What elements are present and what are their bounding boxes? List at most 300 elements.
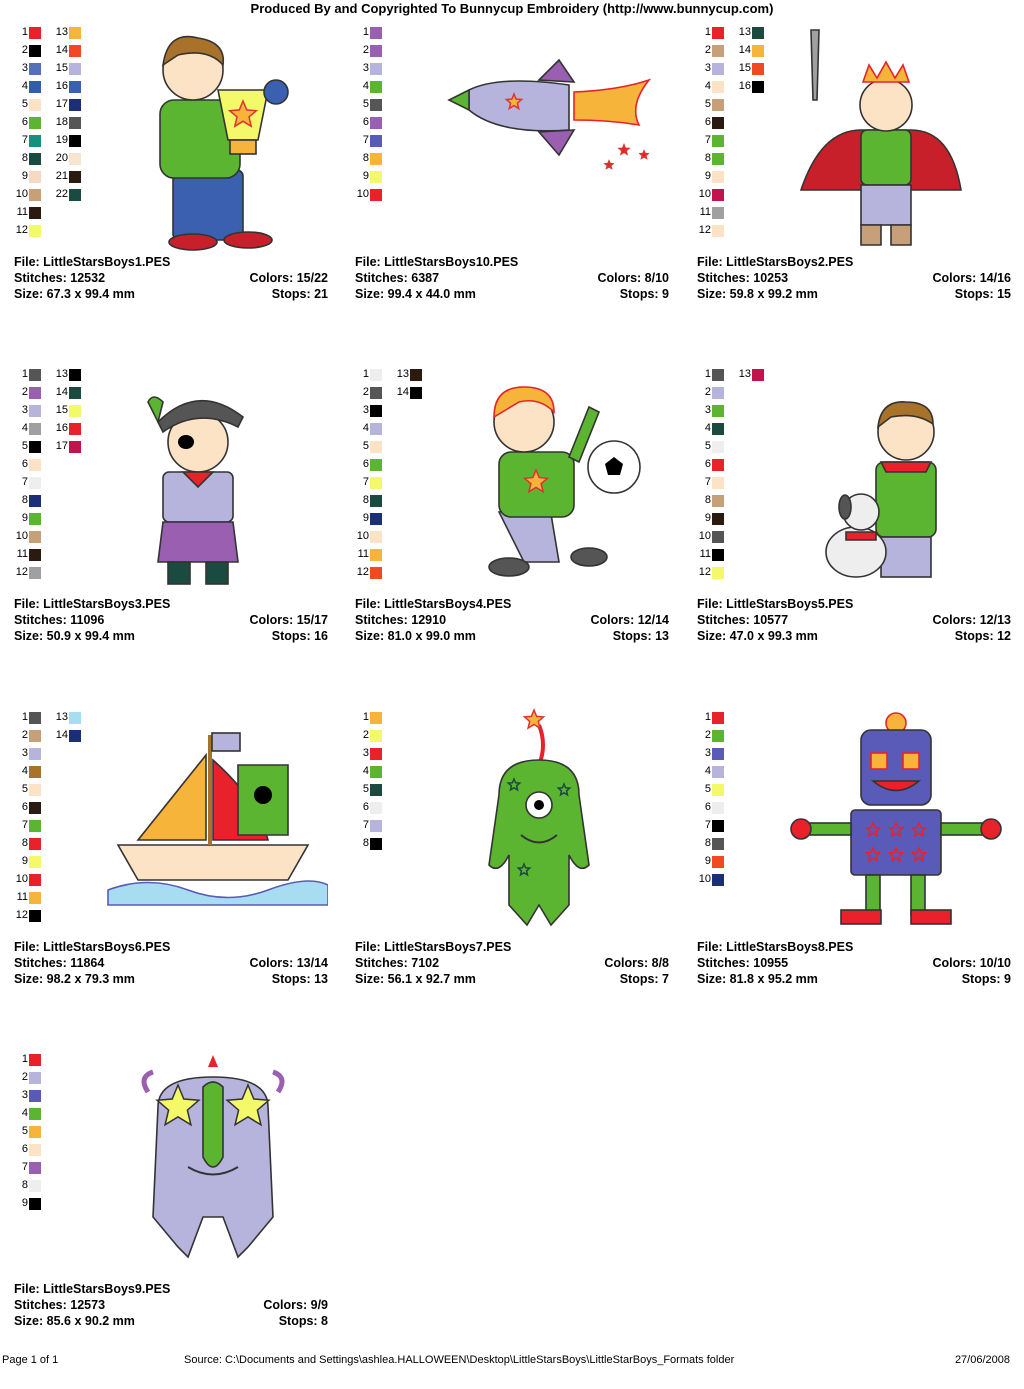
color-swatch (697, 819, 724, 832)
swatch-color (370, 189, 382, 201)
color-swatch (697, 26, 724, 39)
swatch-number: 14 (55, 386, 68, 398)
swatch-number: 4 (21, 1107, 28, 1119)
color-swatch (355, 476, 382, 489)
color-swatch (697, 134, 724, 147)
swatch-color (29, 207, 41, 219)
swatch-color (29, 387, 41, 399)
swatch-color (29, 838, 41, 850)
swatch-number: 7 (704, 476, 711, 488)
color-swatch (14, 747, 41, 760)
swatch-color (69, 730, 81, 742)
color-swatch (697, 188, 724, 201)
swatch-number: 2 (362, 729, 369, 741)
swatch-color (712, 441, 724, 453)
stop-count: Stops: 13 (612, 629, 669, 643)
swatch-number: 5 (704, 98, 711, 110)
swatch-number: 7 (704, 819, 711, 831)
color-swatch (697, 873, 724, 886)
swatch-number: 3 (362, 404, 369, 416)
swatch-number: 2 (21, 1071, 28, 1083)
color-swatch (54, 170, 81, 183)
color-swatch (14, 548, 41, 561)
swatch-number: 2 (704, 386, 711, 398)
swatch-number: 9 (362, 170, 369, 182)
swatch-number: 5 (21, 1125, 28, 1137)
swatch-color (29, 459, 41, 471)
swatch-color (29, 1108, 41, 1120)
swatch-number: 11 (699, 206, 711, 218)
color-swatch (14, 170, 41, 183)
swatch-number: 2 (21, 729, 28, 741)
swatch-color (370, 117, 382, 129)
color-swatch (14, 386, 41, 399)
color-swatch (14, 909, 41, 922)
swatch-color (370, 171, 382, 183)
stitch-count: Stitches: 11864 (14, 956, 105, 970)
color-swatch (355, 26, 382, 39)
color-swatch (355, 458, 382, 471)
swatch-color (712, 513, 724, 525)
swatch-color (370, 387, 382, 399)
swatch-number: 8 (21, 1179, 28, 1191)
swatch-color (69, 99, 81, 111)
swatch-color (712, 423, 724, 435)
color-swatch (14, 1197, 41, 1210)
color-swatch (355, 819, 382, 832)
swatch-number: 11 (699, 548, 711, 560)
color-swatch (355, 404, 382, 417)
swatch-color (370, 820, 382, 832)
swatch-color (29, 784, 41, 796)
swatch-number: 9 (21, 855, 28, 867)
swatch-color (370, 802, 382, 814)
stop-count: Stops: 9 (961, 972, 1011, 986)
color-swatch (14, 62, 41, 75)
swatch-color (370, 495, 382, 507)
swatch-number: 7 (362, 134, 369, 146)
color-swatch (14, 1143, 41, 1156)
ship-icon (98, 705, 328, 937)
swatch-number: 2 (21, 44, 28, 56)
design-card (14, 362, 328, 704)
color-count: Colors: 10/10 (932, 956, 1011, 970)
color-swatch (14, 188, 41, 201)
swatch-color (29, 81, 41, 93)
swatch-number: 5 (704, 440, 711, 452)
swatch-color (29, 117, 41, 129)
color-swatch (14, 512, 41, 525)
design-info (697, 939, 1011, 987)
swatch-number: 10 (698, 873, 711, 885)
color-swatch (737, 80, 764, 93)
color-swatch (14, 404, 41, 417)
color-swatch (14, 368, 41, 381)
swatch-color (29, 802, 41, 814)
swatch-number: 4 (21, 422, 28, 434)
swatch-color (29, 1090, 41, 1102)
swatch-number: 10 (15, 530, 28, 542)
swatch-number: 4 (362, 422, 369, 434)
swatch-number: 8 (704, 837, 711, 849)
swatch-color (712, 225, 724, 237)
swatch-number: 3 (362, 62, 369, 74)
color-swatch (54, 62, 81, 75)
swatch-number: 7 (704, 134, 711, 146)
color-swatch (697, 729, 724, 742)
color-swatch (14, 1161, 41, 1174)
color-swatch (14, 98, 41, 111)
swatch-number: 16 (738, 80, 751, 92)
color-swatch (54, 729, 81, 742)
color-swatch (737, 44, 764, 57)
swatch-color (712, 567, 724, 579)
swatch-number: 14 (55, 729, 68, 741)
swatch-color (370, 27, 382, 39)
swatch-number: 5 (362, 783, 369, 795)
swatch-number: 7 (362, 476, 369, 488)
swatch-number: 15 (738, 62, 751, 74)
swatch-number: 4 (362, 80, 369, 92)
swatch-color (712, 712, 724, 724)
swatch-color (752, 369, 764, 381)
swatch-number: 5 (704, 783, 711, 795)
stitch-count: Stitches: 10955 (697, 956, 789, 970)
color-swatch (355, 422, 382, 435)
swatch-color (69, 387, 81, 399)
swatch-color (370, 63, 382, 75)
swatch-number: 12 (15, 224, 28, 236)
swatch-color (69, 135, 81, 147)
stop-count: Stops: 21 (271, 287, 328, 301)
swatch-color (712, 874, 724, 886)
file-name: File: LittleStarsBoys6.PES (14, 940, 171, 954)
swatch-color (29, 748, 41, 760)
swatch-color (29, 567, 41, 579)
swatch-number: 6 (704, 801, 711, 813)
design-info (14, 254, 328, 302)
swatch-number: 9 (704, 170, 711, 182)
swatch-color (370, 81, 382, 93)
color-swatch (14, 1125, 41, 1138)
swatch-number: 7 (21, 819, 28, 831)
design-info (14, 596, 328, 644)
swatch-color (69, 63, 81, 75)
swatch-color (29, 874, 41, 886)
color-count: Colors: 13/14 (249, 956, 328, 970)
file-name: File: LittleStarsBoys9.PES (14, 1282, 171, 1296)
swatch-number: 5 (21, 783, 28, 795)
swatch-number: 10 (15, 188, 28, 200)
swatch-number: 6 (21, 1143, 28, 1155)
color-swatch (355, 170, 382, 183)
swatch-number: 11 (16, 891, 28, 903)
page-header: Produced By and Copyrighted To Bunnycup Embroidery (http://www.bunnycup.com) (250, 1, 774, 16)
color-swatch (14, 1053, 41, 1066)
swatch-color (712, 81, 724, 93)
soccer-icon (439, 362, 669, 594)
swatch-color (29, 63, 41, 75)
swatch-number: 6 (21, 458, 28, 470)
color-swatch (697, 530, 724, 543)
color-swatch (697, 170, 724, 183)
color-swatch (697, 206, 724, 219)
file-name: File: LittleStarsBoys8.PES (697, 940, 854, 954)
color-swatch (355, 368, 382, 381)
swatch-color (69, 117, 81, 129)
color-count: Colors: 15/22 (249, 271, 328, 285)
color-swatch (14, 422, 41, 435)
color-swatch (697, 512, 724, 525)
file-name: File: LittleStarsBoys10.PES (355, 255, 519, 269)
swatch-color (370, 513, 382, 525)
swatch-number: 3 (704, 62, 711, 74)
swatch-number: 8 (362, 152, 369, 164)
color-swatch (355, 494, 382, 507)
design-info (355, 254, 669, 302)
swatch-color (29, 549, 41, 561)
swatch-color (370, 99, 382, 111)
color-swatch (697, 765, 724, 778)
color-swatch (14, 80, 41, 93)
color-swatch (355, 80, 382, 93)
swatch-color (752, 27, 764, 39)
swatch-number: 1 (362, 711, 369, 723)
swatch-number: 3 (704, 404, 711, 416)
color-swatch (355, 512, 382, 525)
swatch-number: 13 (396, 368, 409, 380)
swatch-color (29, 189, 41, 201)
design-card (697, 20, 1011, 362)
swatch-number: 8 (21, 152, 28, 164)
design-card (355, 20, 669, 362)
robot-icon (781, 705, 1011, 937)
swatch-color (370, 441, 382, 453)
design-size: Size: 81.0 x 99.0 mm (355, 629, 476, 643)
swatch-color (712, 730, 724, 742)
swatch-number: 8 (21, 837, 28, 849)
swatch-number: 12 (15, 909, 28, 921)
swatch-number: 6 (362, 458, 369, 470)
color-swatch (697, 747, 724, 760)
color-swatch (355, 765, 382, 778)
color-swatch (14, 855, 41, 868)
alien-icon (439, 705, 669, 937)
swatch-number: 10 (356, 530, 369, 542)
color-swatch (697, 80, 724, 93)
swatch-number: 6 (362, 801, 369, 813)
swatch-color (69, 441, 81, 453)
swatch-color (29, 766, 41, 778)
color-swatch (14, 819, 41, 832)
swatch-number: 11 (16, 206, 28, 218)
swatch-number: 2 (704, 44, 711, 56)
design-card (697, 705, 1011, 1047)
swatch-color (370, 549, 382, 561)
color-swatch (697, 62, 724, 75)
swatch-number: 13 (55, 26, 68, 38)
color-swatch (355, 566, 382, 579)
color-swatch (697, 783, 724, 796)
swatch-number: 10 (356, 188, 369, 200)
color-swatch (54, 26, 81, 39)
swatch-number: 6 (21, 801, 28, 813)
swatch-color (69, 423, 81, 435)
swatch-number: 6 (21, 116, 28, 128)
swatch-color (712, 784, 724, 796)
color-swatch (697, 224, 724, 237)
color-swatch (14, 440, 41, 453)
swatch-number: 2 (362, 386, 369, 398)
swatch-number: 6 (362, 116, 369, 128)
swatch-color (712, 477, 724, 489)
swatch-color (712, 369, 724, 381)
color-swatch (14, 152, 41, 165)
color-swatch (14, 711, 41, 724)
swatch-color (29, 1162, 41, 1174)
color-swatch (14, 1179, 41, 1192)
swatch-number: 9 (21, 170, 28, 182)
swatch-color (69, 81, 81, 93)
swatch-number: 12 (356, 566, 369, 578)
swatch-color (29, 820, 41, 832)
color-swatch (54, 116, 81, 129)
swatch-number: 8 (704, 494, 711, 506)
color-swatch (14, 765, 41, 778)
swatch-color (370, 423, 382, 435)
color-swatch (14, 891, 41, 904)
color-swatch (355, 152, 382, 165)
color-swatch (737, 62, 764, 75)
stop-count: Stops: 16 (271, 629, 328, 643)
swatch-color (752, 81, 764, 93)
swatch-number: 10 (698, 530, 711, 542)
swatch-number: 14 (738, 44, 751, 56)
swatch-number: 4 (704, 765, 711, 777)
color-swatch (14, 729, 41, 742)
color-swatch (355, 801, 382, 814)
swatch-number: 15 (55, 404, 68, 416)
color-swatch (355, 729, 382, 742)
color-swatch (14, 224, 41, 237)
color-swatch (355, 44, 382, 57)
color-swatch (54, 440, 81, 453)
swatch-number: 5 (21, 98, 28, 110)
page-footer (0, 1354, 1024, 1370)
swatch-number: 3 (21, 404, 28, 416)
swatch-color (29, 369, 41, 381)
color-swatch (697, 44, 724, 57)
swatch-number: 13 (55, 711, 68, 723)
color-swatch (697, 440, 724, 453)
color-swatch (14, 1089, 41, 1102)
swatch-number: 17 (55, 440, 68, 452)
stop-count: Stops: 9 (619, 287, 669, 301)
swatch-number: 8 (704, 152, 711, 164)
design-card (14, 705, 328, 1047)
color-swatch (14, 206, 41, 219)
design-size: Size: 67.3 x 99.4 mm (14, 287, 135, 301)
swatch-number: 9 (704, 855, 711, 867)
swatch-number: 3 (21, 1089, 28, 1101)
swatch-color (29, 27, 41, 39)
swatch-number: 5 (21, 440, 28, 452)
color-swatch (14, 134, 41, 147)
swatch-color (29, 1126, 41, 1138)
swatch-number: 2 (21, 386, 28, 398)
design-info (355, 596, 669, 644)
color-swatch (14, 476, 41, 489)
swatch-number: 4 (704, 80, 711, 92)
swatch-number: 2 (362, 44, 369, 56)
swatch-color (69, 27, 81, 39)
color-swatch (395, 386, 422, 399)
swatch-color (712, 45, 724, 57)
swatch-color (29, 45, 41, 57)
swatch-color (712, 63, 724, 75)
color-swatch (355, 188, 382, 201)
color-swatch (697, 548, 724, 561)
swatch-color (29, 531, 41, 543)
swatch-color (712, 405, 724, 417)
color-swatch (54, 386, 81, 399)
color-swatch (697, 494, 724, 507)
color-swatch (14, 530, 41, 543)
design-card (355, 362, 669, 704)
color-count: Colors: 12/13 (932, 613, 1011, 627)
swatch-color (712, 531, 724, 543)
swatch-number: 11 (16, 548, 28, 560)
color-count: Colors: 9/9 (263, 1298, 328, 1312)
color-swatch (54, 44, 81, 57)
swatch-color (712, 387, 724, 399)
swatch-color (29, 495, 41, 507)
swatch-color (29, 910, 41, 922)
color-swatch (54, 368, 81, 381)
swatch-color (712, 549, 724, 561)
design-info (697, 254, 1011, 302)
swatch-number: 20 (55, 152, 68, 164)
swatch-color (370, 369, 382, 381)
swatch-color (370, 45, 382, 57)
color-swatch (14, 1107, 41, 1120)
color-swatch (54, 98, 81, 111)
swatch-color (370, 730, 382, 742)
swatch-number: 13 (738, 26, 751, 38)
swatch-color (712, 459, 724, 471)
color-count: Colors: 15/17 (249, 613, 328, 627)
design-size: Size: 59.8 x 99.2 mm (697, 287, 818, 301)
swatch-number: 9 (21, 512, 28, 524)
swatch-color (370, 748, 382, 760)
stitch-count: Stitches: 11096 (14, 613, 105, 627)
swatch-number: 9 (704, 512, 711, 524)
color-swatch (14, 837, 41, 850)
color-swatch (697, 404, 724, 417)
swatch-color (712, 766, 724, 778)
swatch-color (69, 712, 81, 724)
swatch-number: 18 (55, 116, 68, 128)
color-swatch (54, 711, 81, 724)
swatch-number: 5 (362, 440, 369, 452)
swatch-color (712, 153, 724, 165)
rocket-icon (439, 20, 669, 252)
color-swatch (395, 368, 422, 381)
color-swatch (54, 134, 81, 147)
design-size: Size: 85.6 x 90.2 mm (14, 1314, 135, 1328)
stitch-count: Stitches: 7102 (355, 956, 440, 970)
swatch-color (370, 477, 382, 489)
